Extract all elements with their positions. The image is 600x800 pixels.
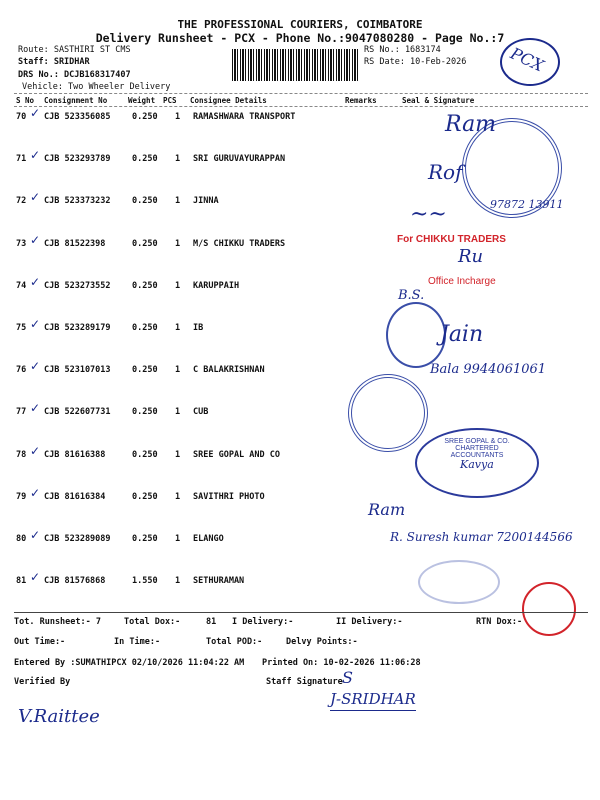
row-consignment: CJB 522607731 xyxy=(44,407,111,417)
chikku-traders-stamp: For CHIKKU TRADERS xyxy=(397,234,506,245)
staff-sign-mark: S xyxy=(342,668,353,687)
row-sno: 81 xyxy=(16,576,27,586)
total-pod: Total POD:- xyxy=(206,637,263,647)
row-consignee: IB xyxy=(193,323,204,333)
row-sno: 73 xyxy=(16,239,27,249)
signature-row79: Ram xyxy=(368,500,406,519)
entered-by: Entered By :SUMATHIPCX 02/10/2026 11:04:22 AM xyxy=(14,658,245,668)
vehicle-label: Vehicle: Two Wheeler Delivery xyxy=(22,82,171,92)
suresh-note: R. Suresh kumar 7200144566 xyxy=(390,530,573,544)
row-pcs: 1 xyxy=(175,154,181,164)
col-seal: Seal & Signature xyxy=(402,96,475,105)
row-pcs: 1 xyxy=(175,576,181,586)
row-pcs: 1 xyxy=(175,323,181,333)
red-seal-stamp xyxy=(522,582,576,636)
check-icon: ✓ xyxy=(30,317,41,331)
faded-transport-stamp xyxy=(418,560,500,604)
col-consignee: Consignee Details xyxy=(190,96,267,105)
check-icon: ✓ xyxy=(30,275,41,289)
row-weight: 0.250 xyxy=(132,196,158,206)
signature-row70: Ram xyxy=(445,112,497,137)
row-sno: 72 xyxy=(16,196,27,206)
totals-top-rule xyxy=(14,612,588,613)
row-weight: 0.250 xyxy=(132,534,158,544)
row-sno: 71 xyxy=(16,154,27,164)
total-dox-value: 81 xyxy=(206,617,217,627)
row-sno: 70 xyxy=(16,112,27,122)
bala-note: Bala 9944061061 xyxy=(430,362,547,377)
col-remarks: Remarks xyxy=(345,96,377,105)
row-consignee: JINNA xyxy=(193,196,219,206)
row-sno: 79 xyxy=(16,492,27,502)
row-consignment: CJB 523273552 xyxy=(44,281,111,291)
row-weight: 0.250 xyxy=(132,450,158,460)
row-consignee: KARUPPAIH xyxy=(193,281,240,291)
row-sno: 78 xyxy=(16,450,27,460)
row-consignee: RAMASHWARA TRANSPORT xyxy=(193,112,296,122)
row-weight: 0.250 xyxy=(132,492,158,502)
row-weight: 0.250 xyxy=(132,281,158,291)
row-consignee: ELANGO xyxy=(193,534,224,544)
company-title: THE PROFESSIONAL COURIERS, COIMBATORE xyxy=(177,18,423,31)
row-sno: 77 xyxy=(16,407,27,417)
row-consignment: CJB 81616384 xyxy=(44,492,106,502)
sree-gopal-stamp-text: SREE GOPAL & CO. CHARTERED ACCOUNTANTS xyxy=(444,438,510,459)
row-sno: 80 xyxy=(16,534,27,544)
pcx-hand-mark: PCX xyxy=(507,43,547,76)
printed-on: Printed On: 10-02-2026 11:06:28 xyxy=(262,658,421,668)
header-top-rule xyxy=(14,93,588,94)
rs-number: RS No.: 1683174 xyxy=(364,45,441,55)
row-pcs: 1 xyxy=(175,492,181,502)
col-pcs: PCS xyxy=(163,96,177,105)
row-pcs: 1 xyxy=(175,196,181,206)
row-consignment: CJB 81522398 xyxy=(44,239,106,249)
row-pcs: 1 xyxy=(175,281,181,291)
ii-delivery: II Delivery:- xyxy=(336,617,403,627)
signature-row72: ~~ xyxy=(410,202,447,227)
row-consignee: SETHURAMAN xyxy=(193,576,245,586)
col-sno: S No xyxy=(16,96,35,105)
row-consignee: CUB xyxy=(193,407,209,417)
header-bottom-rule xyxy=(14,106,588,107)
check-icon: ✓ xyxy=(30,233,41,247)
verified-by-label: Verified By xyxy=(14,677,71,687)
check-icon: ✓ xyxy=(30,359,41,373)
row-consignee: SRI GURUVAYURAPPAN xyxy=(193,154,286,164)
row-consignment: CJB 523107013 xyxy=(44,365,111,375)
row-consignee: SREE GOPAL AND CO xyxy=(193,450,280,460)
jinna-note: 97872 13911 xyxy=(490,198,564,211)
cub-seal-stamp xyxy=(348,374,428,452)
barcode xyxy=(232,49,360,81)
in-time: In Time:- xyxy=(114,637,161,647)
route-label: Route: SASTHIRI ST CMS xyxy=(18,45,131,55)
row-pcs: 1 xyxy=(175,112,181,122)
total-runsheet: Tot. Runsheet:- 7 xyxy=(14,617,101,627)
row-weight: 0.250 xyxy=(132,407,158,417)
row-consignee: SAVITHRI PHOTO xyxy=(193,492,265,502)
row-weight: 0.250 xyxy=(132,365,158,375)
check-icon: ✓ xyxy=(30,148,41,162)
row-weight: 0.250 xyxy=(132,323,158,333)
row-pcs: 1 xyxy=(175,239,181,249)
row-weight: 0.250 xyxy=(132,239,158,249)
col-consignment: Consignment No xyxy=(44,96,108,105)
check-icon: ✓ xyxy=(30,106,41,120)
rs-date: RS Date: 10-Feb-2026 xyxy=(364,57,467,67)
drs-label: DRS No.: DCJB168317407 xyxy=(18,70,131,80)
staff-label: Staff: SRIDHAR xyxy=(18,57,90,67)
row-consignee: M/S CHIKKU TRADERS xyxy=(193,239,286,249)
row-sno: 76 xyxy=(16,365,27,375)
check-icon: ✓ xyxy=(30,486,41,500)
total-dox-label: Total Dox:- xyxy=(124,617,181,627)
col-weight: Weight xyxy=(128,96,156,105)
row-consignment: CJB 523356085 xyxy=(44,112,111,122)
row-consignment: CJB 523293789 xyxy=(44,154,111,164)
delvy-points: Delvy Points:- xyxy=(286,637,358,647)
row-consignment: CJB 523289089 xyxy=(44,534,111,544)
kavya-sign: Kavya xyxy=(460,458,494,471)
staff-sign-name: J-SRIDHAR xyxy=(330,690,416,711)
row-sno: 75 xyxy=(16,323,27,333)
row-consignment: CJB 81576868 xyxy=(44,576,106,586)
row-pcs: 1 xyxy=(175,365,181,375)
verifier-signature: V.Raittee xyxy=(18,706,100,727)
signature-row75: Jain xyxy=(440,322,484,347)
row-pcs: 1 xyxy=(175,534,181,544)
row-consignment: CJB 523289179 xyxy=(44,323,111,333)
row-weight: 0.250 xyxy=(132,112,158,122)
row-pcs: 1 xyxy=(175,450,181,460)
check-icon: ✓ xyxy=(30,444,41,458)
row-sno: 74 xyxy=(16,281,27,291)
row-weight: 0.250 xyxy=(132,154,158,164)
staff-signature-label: Staff Signature xyxy=(266,677,343,687)
signature-row73: Ru xyxy=(458,246,484,267)
check-icon: ✓ xyxy=(30,570,41,584)
row-consignment: CJB 81616388 xyxy=(44,450,106,460)
runsheet-subtitle: Delivery Runsheet - PCX - Phone No.:9047080280 - Page No.:7 xyxy=(95,31,505,45)
i-delivery: I Delivery:- xyxy=(232,617,294,627)
check-icon: ✓ xyxy=(30,190,41,204)
out-time: Out Time:- xyxy=(14,637,66,647)
office-incharge-stamp: Office Incharge xyxy=(428,276,496,287)
signature-row74: B.S. xyxy=(398,288,425,303)
row-consignment: CJB 523373232 xyxy=(44,196,111,206)
check-icon: ✓ xyxy=(30,528,41,542)
signature-row71: Rof xyxy=(428,160,463,184)
row-weight: 1.550 xyxy=(132,576,158,586)
bank-seal-stamp xyxy=(386,302,446,368)
row-pcs: 1 xyxy=(175,407,181,417)
check-icon: ✓ xyxy=(30,401,41,415)
rtn-dox: RTN Dox:- xyxy=(476,617,523,627)
row-consignee: C BALAKRISHNAN xyxy=(193,365,265,375)
